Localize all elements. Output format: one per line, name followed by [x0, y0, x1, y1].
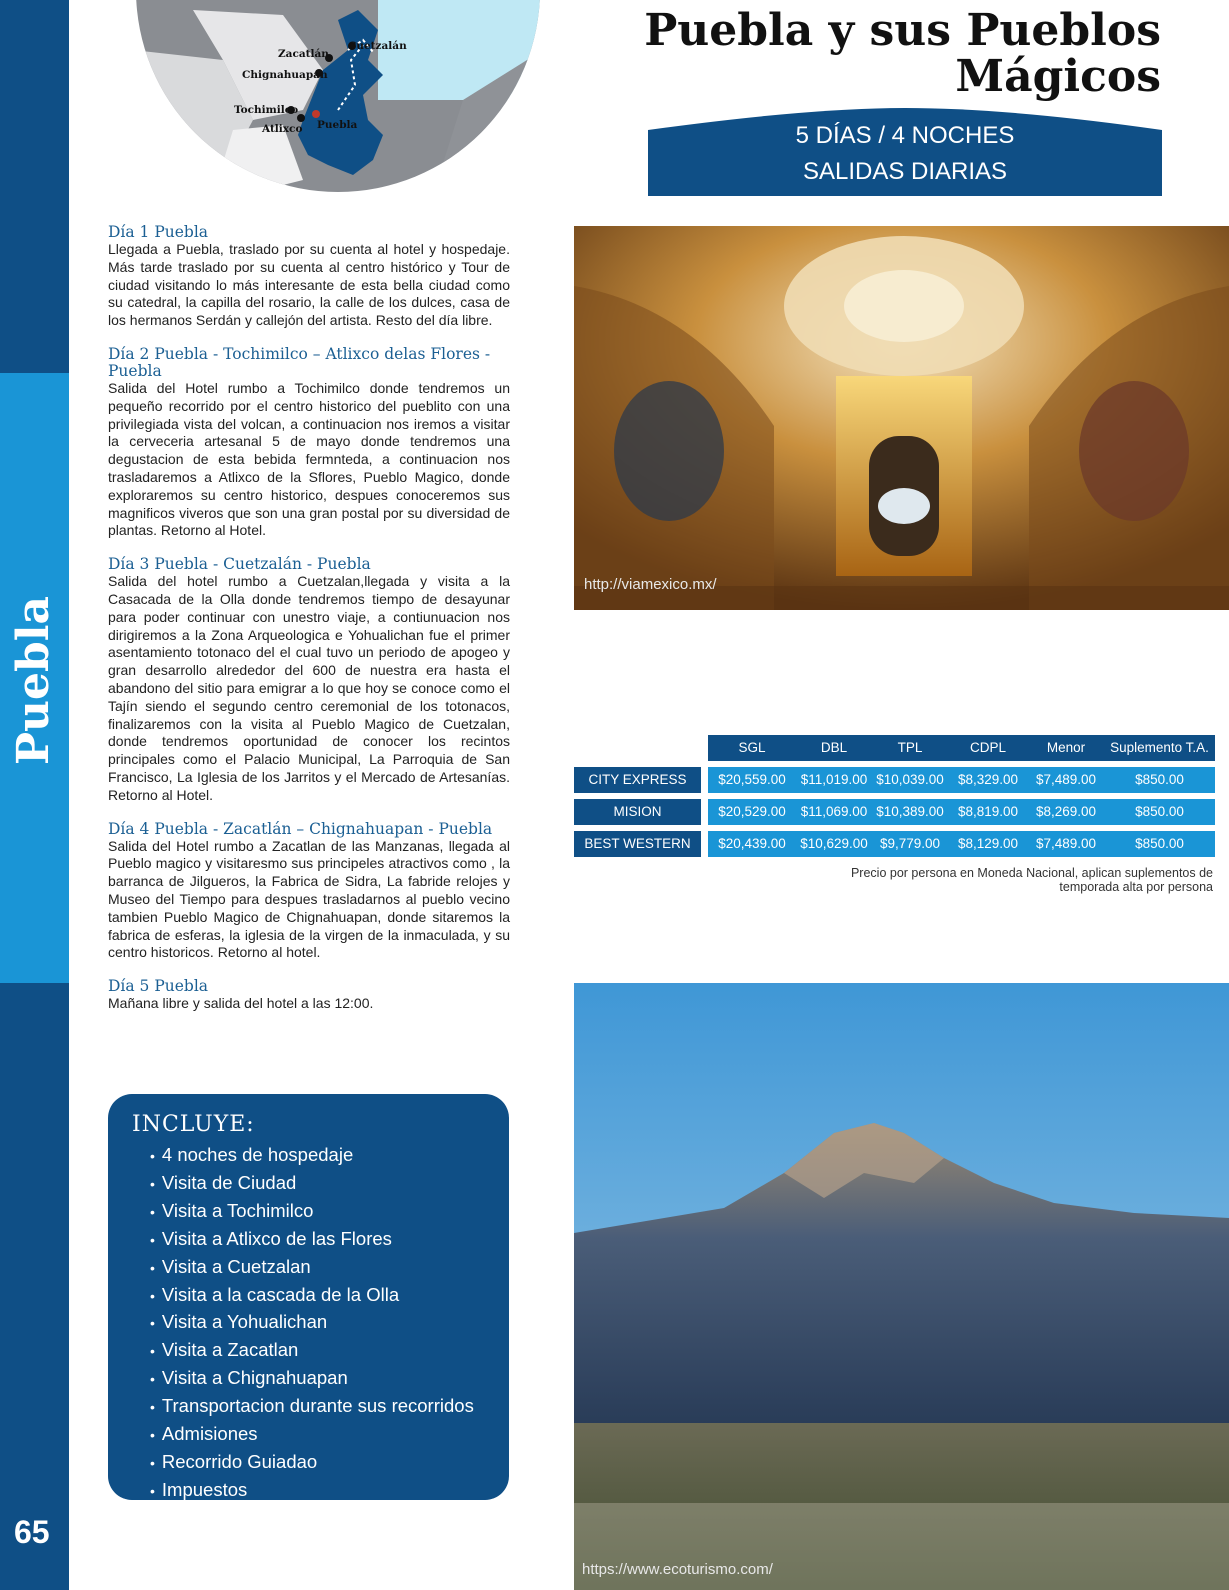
church-interior-photo: [574, 226, 1229, 610]
price-cell: $10,629.00: [800, 836, 868, 851]
banner-departures: SALIDAS DIARIAS: [802, 158, 1008, 185]
price-note-line2: temporada alta por persona: [1059, 880, 1213, 894]
price-header-tpl: TPL: [872, 735, 948, 761]
day-heading: Día 1 Puebla: [108, 223, 209, 241]
map-label-cuetzalan: Cuetzalán: [348, 40, 407, 52]
volcano-image: [574, 983, 1229, 1590]
price-header-menor: Menor: [1028, 735, 1104, 761]
map-label-atlixco: Atlixco: [262, 123, 303, 135]
includes-item: • Visita a Atlixco de las Flores: [150, 1226, 474, 1254]
page-number: 65: [14, 1514, 50, 1550]
day-description: Salida del Hotel rumbo a Zacatlan de las Manzanas, llegada al Pueblo magico y visitaresmo sus principeles atractivos como , la barranca de Jilgueros, la Fabrica de Sidra, La fabride relojes y Museo del Tiempo para despues trasladarnos al pueblo vecino tambien Pueblo Magico de Chignahuapan, donde sitaremos la fabrica de esferas, la iglesia de la virgen de la inmaculada, y su centro historicos. Retorno al hotel.: [108, 837, 510, 961]
route-map: [133, 0, 543, 195]
includes-item: • Visita a Yohualichan: [150, 1309, 474, 1337]
price-header-dbl: DBL: [796, 735, 872, 761]
price-cell: $20,559.00: [718, 772, 786, 787]
map-label-chignahuapan: Chignahuapan: [242, 69, 328, 81]
day-description: Mañana libre y salida del hotel a las 12:00.: [108, 995, 374, 1012]
map-label-zacatlan: Zacatlán: [278, 48, 329, 60]
price-cell: $8,129.00: [957, 836, 1019, 851]
price-cell: $850.00: [1135, 804, 1184, 819]
includes-item: • Visita a Tochimilco: [150, 1198, 474, 1226]
price-cell: $8,269.00: [1035, 804, 1097, 819]
day-heading: Día 5 Puebla: [108, 977, 209, 996]
price-header-suplemento: Suplemento T.A.: [1104, 735, 1215, 761]
route-map-graphic: [133, 0, 543, 195]
price-cell: $7,489.00: [1035, 772, 1097, 787]
price-cell: $850.00: [1135, 836, 1184, 851]
volcano-photo: [574, 983, 1229, 1590]
price-cell: $8,329.00: [957, 772, 1019, 787]
section-label: [4, 590, 64, 770]
includes-list: [150, 1142, 474, 1505]
day-description: Llegada a Puebla, traslado por su cuenta al hotel y hospedaje. Más tarde traslado por su cuenta al centro histórico y Tour de ciudad visitando lo más interesante de esta bella ciudad como su catedral, la capilla del rosario, la calle de los dulces, casa de los hermanos Serdán y callejón del artista. Resto del día libre.: [108, 241, 510, 329]
page-title-line1: Puebla y sus Pueblos: [644, 5, 1161, 56]
sidebar-bottom-band: [0, 983, 69, 1590]
photo-credit-top: http://viamexico.mx/: [584, 576, 717, 593]
price-header-cdpl: CDPL: [948, 735, 1028, 761]
section-label-text: Puebla: [8, 595, 60, 765]
includes-item: • Visita a Cuetzalan: [150, 1254, 474, 1282]
includes-item: • Visita a Chignahuapan: [150, 1365, 474, 1393]
itinerary-day: [108, 821, 510, 963]
itinerary-day: [108, 978, 510, 1013]
price-note-line1: Precio por persona en Moneda Nacional, aplican suplementos de: [850, 866, 1213, 880]
includes-item: • Recorrido Guiadao: [150, 1449, 474, 1477]
price-cell: $11,069.00: [800, 804, 868, 819]
day-description: Salida del hotel rumbo a Cuetzalan,llegada y visita a la Casacada de la Olla donde tendremos tiempo de desayunar para poder continuar con unestro viaje, a contiunuacion nos dirigiremos a la Zona Arqueologica e Yohualichan fue el primer asentamiento totonaco del el cual tuvo un periodo de apogeo y gran desarrollo alrededor del 600 de nuestra era hasta el abandono del sitio para emigrar a lo que hoy se conoce como el Tajín siendo el segundo centro ceremonial de los totonacos, finalizaremos con la visita al Pueblo Magico de Cuetzalan, donde tendremos oportunidad de conocer los recintos principales como el Palacio Municipal, La Parroquia de San Francisco, La Iglesia de los Jarritos y el Mercado de Artesanías. Retorno al Hotel.: [108, 573, 510, 803]
price-cell: $10,039.00: [876, 772, 944, 787]
page-title: [644, 5, 1161, 102]
day-heading: Día 2 Puebla - Tochimilco – Atlixco delas Flores - Puebla: [108, 344, 491, 380]
includes-item: • 4 noches de hospedaje: [150, 1142, 474, 1170]
duration-banner: [648, 108, 1162, 196]
map-label-puebla: Puebla: [317, 119, 358, 131]
itinerary-day: [108, 556, 510, 804]
sidebar-top-band: [0, 0, 69, 373]
itinerary-day: [108, 346, 510, 540]
price-cell: $7,489.00: [1035, 836, 1097, 851]
church-interior-image: [574, 226, 1229, 610]
includes-item: • Admisiones: [150, 1421, 474, 1449]
price-cell: $10,389.00: [876, 804, 944, 819]
price-cell: $9,779.00: [879, 836, 941, 851]
price-note: [833, 866, 1213, 894]
price-cell: $20,529.00: [718, 804, 786, 819]
price-row-hotel: BEST WESTERN: [574, 831, 701, 857]
includes-item: • Impuestos: [150, 1477, 474, 1505]
includes-item: • Visita a la cascada de la Olla: [150, 1282, 474, 1310]
price-cell: $20,439.00: [718, 836, 786, 851]
table-row: [708, 831, 1215, 857]
price-row-hotel: MISION: [574, 799, 701, 825]
includes-item: • Visita de Ciudad: [150, 1170, 474, 1198]
table-row: [708, 799, 1215, 825]
includes-item: • Transportacion durante sus recorridos: [150, 1393, 474, 1421]
table-row: [708, 767, 1215, 793]
price-row-hotel: CITY EXPRESS: [574, 767, 701, 793]
banner-text: [648, 118, 1162, 190]
includes-item: • Visita a Zacatlan: [150, 1337, 474, 1365]
day-heading: Día 3 Puebla - Cuetzalán - Puebla: [108, 555, 371, 574]
map-label-tochimilco: Tochimilco: [234, 104, 299, 116]
photo-credit-bottom: https://www.ecoturismo.com/: [582, 1561, 773, 1578]
banner-duration: 5 DÍAS / 4 NOCHES: [795, 122, 1015, 149]
itinerary-day: [108, 224, 510, 330]
includes-box: [108, 1094, 509, 1500]
price-cell: $11,019.00: [800, 772, 868, 787]
price-cell: $8,819.00: [957, 804, 1019, 819]
itinerary: [108, 224, 510, 1029]
page-title-line2: Mágicos: [955, 51, 1161, 102]
price-header-sgl: SGL: [708, 735, 796, 761]
day-heading: Día 4 Puebla - Zacatlán – Chignahuapan - Puebla: [108, 819, 493, 838]
price-cell: $850.00: [1135, 772, 1184, 787]
includes-title: INCLUYE:: [132, 1112, 255, 1137]
day-description: Salida del Hotel rumbo a Tochimilco donde tendremos un pequeño recorrido por el centro historico del pueblito con una privilegiada vista del volcan, a continuacion nos iremos a visitar la cerveceria artesanal 5 de mayo donde tendremos una degustacion de esta bebida fermnteda, a continuacion nos trasladaremos a Atlixco de la Sflores, Pueblo Magico, donde exploraremos su centro historico, despues conoceremos sus magnificos viveros que son una gran postal por su diversidad de plantas. Retorno al Hotel.: [108, 379, 510, 539]
